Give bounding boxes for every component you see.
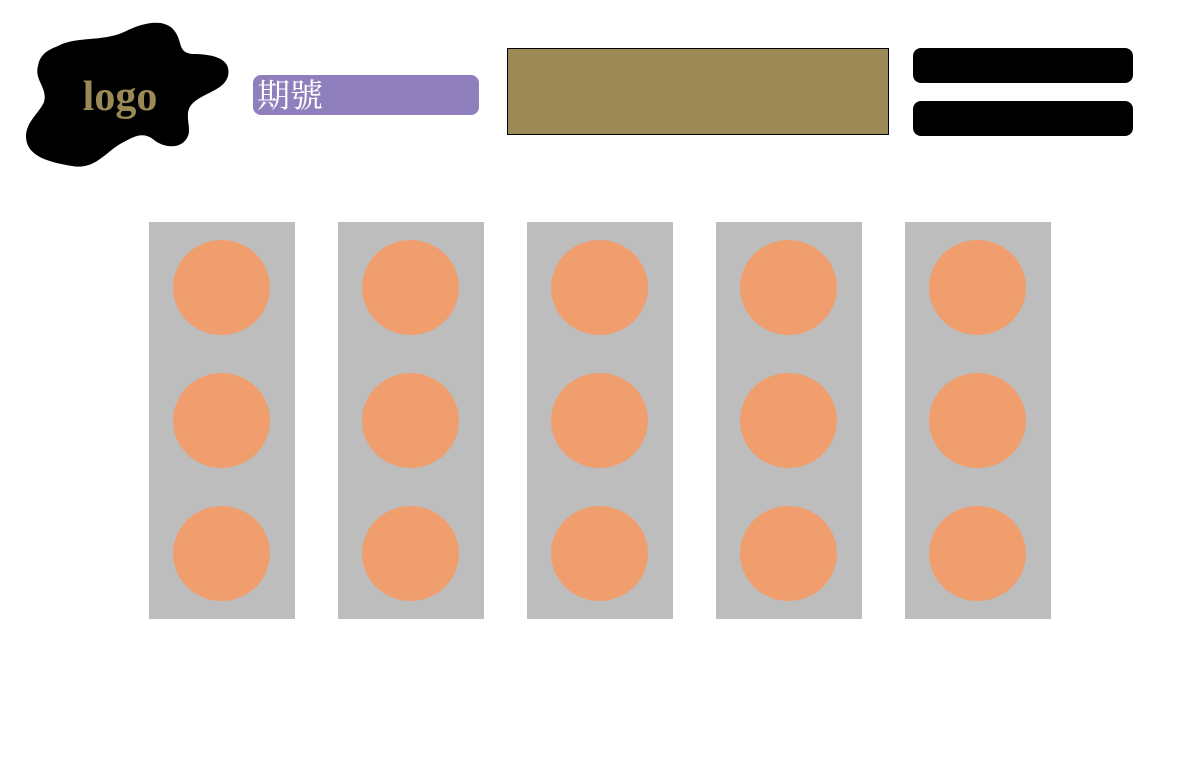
period-badge [253, 75, 479, 115]
result-display-panel [507, 48, 889, 135]
reel-4-symbol-1 [740, 240, 837, 335]
reel-2-symbol-3 [362, 506, 459, 601]
reel-5-symbol-3 [929, 506, 1026, 601]
period-label: 期號 [257, 75, 323, 115]
reel-5-symbol-1 [929, 240, 1026, 335]
reel-5-symbol-2 [929, 373, 1026, 468]
reel-4-symbol-3 [740, 506, 837, 601]
menu-button-bottom[interactable] [913, 101, 1133, 136]
reels-area [149, 222, 1051, 619]
logo [24, 20, 232, 172]
menu-button-top[interactable] [913, 48, 1133, 83]
reel-1-symbol-2 [173, 373, 270, 468]
reel-1-symbol-1 [173, 240, 270, 335]
reel-2 [338, 222, 484, 619]
reel-3-symbol-2 [551, 373, 648, 468]
reel-1-symbol-3 [173, 506, 270, 601]
reel-4-symbol-2 [740, 373, 837, 468]
logo-text: logo [82, 74, 158, 120]
reel-2-symbol-2 [362, 373, 459, 468]
reel-3-symbol-3 [551, 506, 648, 601]
reel-2-symbol-1 [362, 240, 459, 335]
reel-3 [527, 222, 673, 619]
reel-3-symbol-1 [551, 240, 648, 335]
reel-4 [716, 222, 862, 619]
reel-5 [905, 222, 1051, 619]
reel-1 [149, 222, 295, 619]
